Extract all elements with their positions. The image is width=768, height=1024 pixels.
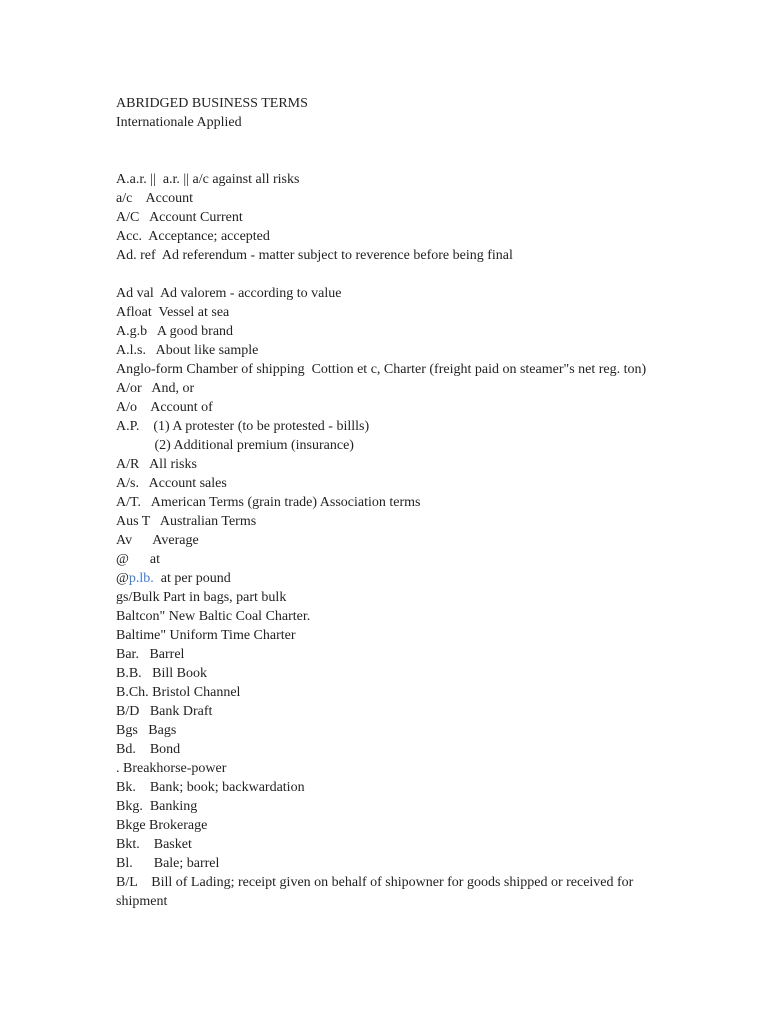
term-line: Baltcon" New Baltic Coal Charter. — [116, 609, 311, 624]
document-title: ABRIDGED BUSINESS TERMS — [116, 96, 308, 111]
term-line: Aus T Australian Terms — [116, 514, 257, 529]
term-line: Ad val Ad valorem - according to value — [116, 286, 342, 301]
term-line: Anglo-form Chamber of shipping Cottion et c, Charter (freight paid on steamer"s net reg. ton) — [116, 362, 647, 377]
term-line: . Breakhorse-power — [116, 761, 227, 776]
term-line: gs/Bulk Part in bags, part bulk — [116, 590, 287, 605]
term-line: Bkg. Banking — [116, 799, 198, 814]
term-line: Bl. Bale; barrel — [116, 856, 220, 871]
term-line: A/o Account of — [116, 400, 213, 415]
document-page — [116, 94, 656, 911]
spacer — [116, 151, 656, 170]
per-pound-text: at per pound — [153, 571, 231, 586]
term-line: A.P. (1) A protester (to be protested - billls) — [116, 419, 370, 434]
term-line: A.l.s. About like sample — [116, 343, 259, 358]
spacer — [116, 265, 656, 284]
term-line: Ad. ref Ad referendum - matter subject to reverence before being final — [116, 248, 513, 263]
term-line: A.a.r. || a.r. || a/c against all risks — [116, 172, 300, 187]
term-line: Bkge Brokerage — [116, 818, 208, 833]
term-line: Baltime" Uniform Time Charter — [116, 628, 296, 643]
term-line: Bkt. Basket — [116, 837, 192, 852]
spacer — [116, 132, 656, 151]
term-line: Afloat Vessel at sea — [116, 305, 230, 320]
term-line: Bar. Barrel — [116, 647, 185, 662]
term-line: B.B. Bill Book — [116, 666, 208, 681]
term-line: A/or And, or — [116, 381, 195, 396]
at-sign: @ — [116, 571, 129, 586]
term-line: A/R All risks — [116, 457, 197, 472]
term-line: Bd. Bond — [116, 742, 181, 757]
term-line: Av Average — [116, 533, 199, 548]
term-line: (2) Additional premium (insurance) — [116, 438, 354, 453]
term-line-per-pound — [116, 569, 656, 588]
term-line: A/T. American Terms (grain trade) Association terms — [116, 495, 421, 510]
term-line: @ at — [116, 552, 160, 567]
term-line: B/D Bank Draft — [116, 704, 213, 719]
term-line: a/c Account — [116, 191, 193, 206]
term-line: Bgs Bags — [116, 723, 177, 738]
document-subtitle: Internationale Applied — [116, 115, 242, 130]
term-line: B/L Bill of Lading; receipt given on behalf of shipowner for goods shipped or received for shipment — [116, 875, 637, 909]
per-pound-link[interactable]: p.lb. — [128, 571, 154, 586]
term-line: Bk. Bank; book; backwardation — [116, 780, 305, 795]
term-line: B.Ch. Bristol Channel — [116, 685, 241, 700]
term-line: A.g.b A good brand — [116, 324, 234, 339]
term-line: A/C Account Current — [116, 210, 243, 225]
term-line: Acc. Acceptance; accepted — [116, 229, 270, 244]
term-line: A/s. Account sales — [116, 476, 227, 491]
